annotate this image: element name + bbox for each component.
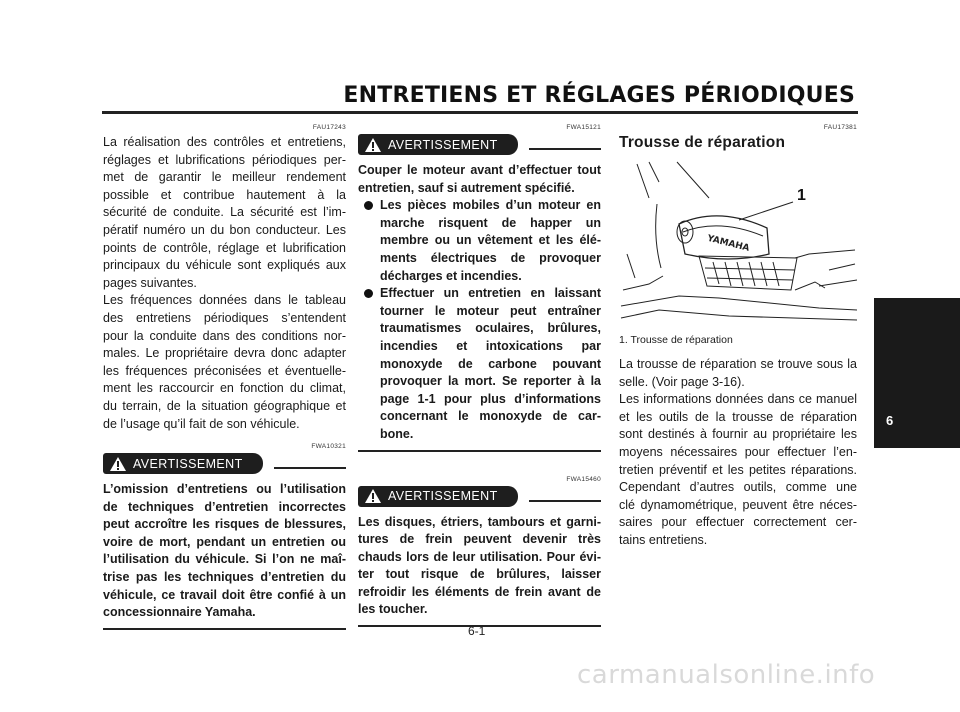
warning-bullet-list (358, 197, 601, 443)
warning-end-rule (358, 450, 601, 452)
column-left (103, 124, 346, 630)
text-line: entretien, sauf si autrement spécifié. (358, 180, 575, 195)
figure-callout-number: 1 (797, 187, 806, 204)
brake-warning-text (358, 514, 601, 620)
text-line: page 1-1 pour plus d’informations (380, 391, 601, 406)
text-line: ments électriques de provoquer (380, 250, 601, 265)
text-line: concernant le monoxyde de car- (380, 409, 601, 424)
reference-code: FWA15121 (566, 124, 601, 131)
page-number: 6-1 (468, 624, 486, 638)
warning-triangle-icon (109, 456, 127, 472)
text-line: ment les raccourcir en fonction du climat, (103, 381, 346, 396)
text-line: concessionnaire Yamaha. (103, 605, 256, 620)
text-line: des entretiens périodiques s’entendent (103, 310, 346, 325)
yamaha-logo-text: YAMAHA (706, 233, 751, 254)
text-line: males. Le propriétaire devra donc adapter (103, 346, 346, 361)
text-line: Les fréquences données dans le tableau (103, 293, 346, 308)
column-middle (358, 124, 601, 627)
text-line: Les informations données dans ce manuel (619, 392, 857, 407)
warning-rule (529, 148, 601, 150)
reference-code: FWA15460 (566, 475, 601, 483)
warning-badge (103, 453, 263, 474)
warning-rule (274, 467, 346, 469)
bullet-text (380, 285, 601, 443)
chapter-number: 6 (886, 413, 894, 428)
bullet-item (358, 285, 601, 443)
text-line: l’utilisation du véhicule. Si l’on ne maî- (103, 552, 346, 567)
reference-code: FWA10321 (311, 443, 346, 451)
text-line: et les outils de la trousse de réparation (619, 409, 857, 424)
text-line: décharges et incendies. (380, 268, 522, 283)
warning-triangle-icon (364, 137, 382, 153)
text-line: bone. (380, 426, 414, 441)
bullet-item (358, 197, 601, 285)
figure-caption: 1. Trousse de réparation (619, 334, 733, 346)
text-line: ter tout risque de brûlures, laisser (358, 567, 601, 582)
text-line: selle. (Voir page 3-16). (619, 374, 745, 389)
text-line: moyens nécessaires pour effectuer l’en- (619, 444, 857, 459)
text-line: du terrain, de la situation géographique et (103, 398, 346, 413)
text-line: les toucher. (358, 602, 428, 617)
text-line: de l’usage qu’il fait de son véhicule. (103, 416, 300, 431)
text-line: voire de mort, pendant un entretien ou (103, 534, 346, 549)
section-title: Trousse de réparation (619, 134, 786, 151)
text-line: tains entretiens. (619, 532, 708, 547)
warning-label: AVERTISSEMENT (133, 456, 243, 471)
warning-header (358, 486, 601, 508)
warning-header (103, 453, 346, 475)
repair-kit-figure (619, 158, 857, 324)
tools-paragraph (619, 391, 857, 549)
frequency-paragraph (103, 292, 346, 433)
warning-intro (358, 162, 601, 197)
warning-triangle-icon (364, 488, 382, 504)
text-line: tures de frein peuvent devenir très (358, 532, 601, 547)
text-line: chauds lors de leur utilisation. Pour évi- (358, 549, 601, 564)
bullet-icon (364, 289, 373, 298)
text-line: Les pièces mobiles d’un moteur en (380, 198, 601, 213)
warning-end-rule (103, 628, 346, 630)
text-line: points de contrôle, réglage et lubrification (103, 240, 346, 255)
text-line: refroidir les éléments de frein avant de (358, 584, 601, 599)
text-line: pour la conduite dans des conditions nor- (103, 328, 346, 343)
text-line: saires pour effectuer correctement cer- (619, 515, 857, 530)
text-line: les fréquences préconisées et éventuelle- (103, 363, 346, 378)
bullet-text (380, 197, 601, 285)
text-line: traumatismes oculaires, brûlures, (380, 321, 601, 336)
text-line: sécurité de conduite. La sécurité est l’im- (103, 205, 346, 220)
warning-rule (529, 500, 601, 502)
warning-label: AVERTISSEMENT (388, 137, 498, 152)
text-line: trise pas les techniques d’entretien du (103, 570, 346, 585)
text-line: pages suivantes. (103, 275, 197, 290)
warning-badge (358, 134, 518, 155)
text-line: possible et contribue hautement à la (103, 187, 346, 202)
text-line: marche risquent de happer un (380, 215, 601, 230)
text-line: de techniques d’entretien incorrectes (103, 499, 346, 514)
warning-label: AVERTISSEMENT (388, 489, 498, 503)
location-paragraph (619, 356, 857, 391)
bullet-icon (364, 201, 373, 210)
text-line: incendies et intoxications par (380, 338, 601, 353)
text-line: La trousse de réparation se trouve sous la (619, 357, 857, 371)
warning-header (358, 134, 601, 156)
text-line: provoquer la mort. Se reporter à la (380, 374, 601, 389)
text-line: monoxyde de carbone pouvant (380, 356, 601, 371)
repair-kit-illustration (619, 158, 857, 324)
text-line: tretien préventif et les petites réparations. (619, 462, 857, 477)
page-header-title: ENTRETIENS ET RÉGLAGES PÉRIODIQUES (343, 83, 855, 108)
text-line: L’omission d’entretiens ou l’utilisation (103, 482, 346, 497)
warning-text (103, 481, 346, 622)
text-line: Cependant d’autres outils, comme une (619, 480, 857, 495)
text-line: Couper le moteur avant d’effectuer tout (358, 163, 601, 177)
text-line: membre ou un vêtement et les élé- (380, 233, 601, 248)
header-rule (102, 111, 858, 114)
text-line: pératif numéro un du bon conducteur. Les (103, 222, 346, 237)
text-line: sont destinés à fournir au propriétaire les (619, 427, 857, 442)
warning-badge (358, 486, 518, 507)
intro-paragraph (103, 134, 346, 292)
watermark-text: carmanualsonline.info (577, 660, 876, 690)
text-line: véhicule, ce travail doit être confié à un (103, 587, 346, 602)
text-line: Effectuer un entretien en laissant (380, 286, 601, 301)
text-line: peut accroître les risques de blessures, (103, 517, 346, 532)
text-line: Les disques, étriers, tambours et garni- (358, 514, 601, 529)
text-line: La réalisation des contrôles et entretiens, (103, 135, 346, 149)
chapter-tab[interactable] (874, 298, 960, 448)
text-line: clé dynamométrique, peuvent être néces- (619, 497, 857, 512)
text-line: principaux du véhicule sont expliqués aux (103, 258, 346, 273)
text-line: met de garantir le meilleur rendement (103, 170, 346, 185)
reference-code: FAU17381 (823, 124, 857, 131)
column-right (619, 124, 857, 550)
text-line: tourner le moteur peut entraîner (380, 303, 601, 318)
reference-code: FAU17243 (312, 124, 346, 131)
text-line: réglages et lubrifications périodiques per- (103, 152, 346, 167)
